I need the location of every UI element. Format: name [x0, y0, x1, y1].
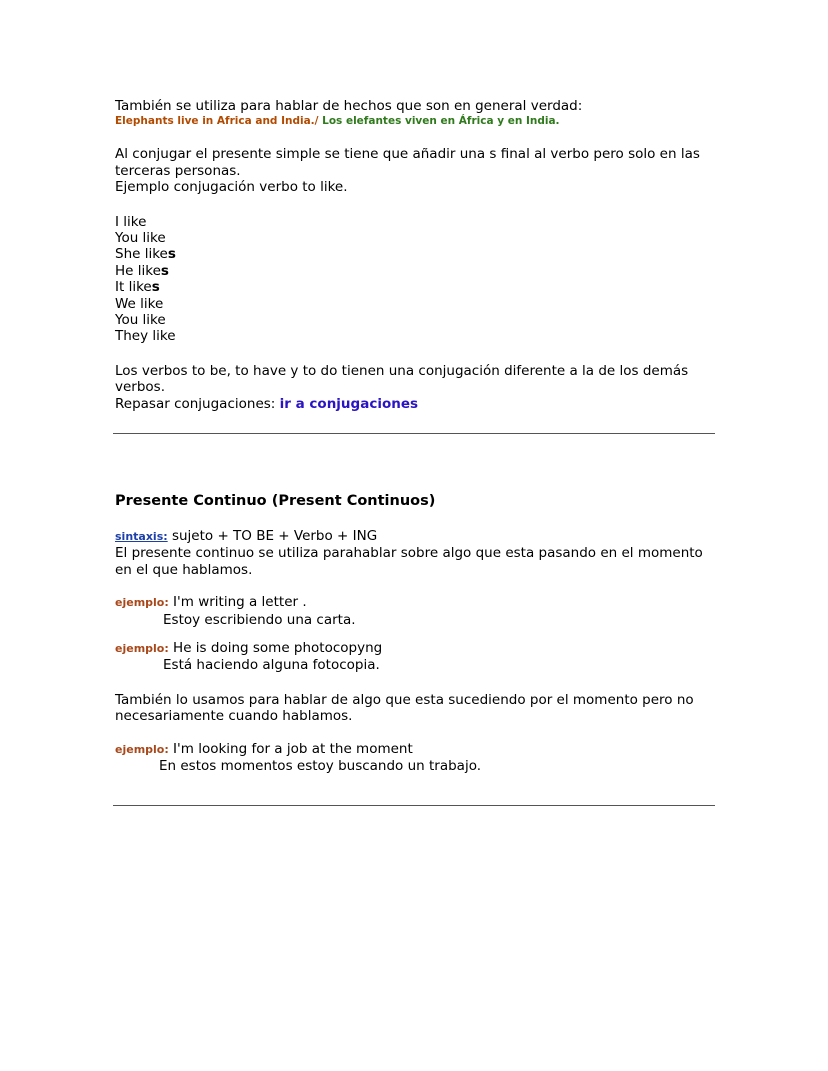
document-body	[115, 98, 715, 412]
syntax-label: sintaxis:	[115, 530, 168, 543]
review-line	[115, 396, 715, 412]
example-label: ejemplo:	[115, 742, 169, 756]
example-sentence: I'm looking for a job at the moment	[168, 740, 413, 757]
conj-line: You like	[115, 312, 166, 329]
desc-line1: El presente continuo se utiliza parahablar sobre algo que esta pasando en el momento	[115, 545, 703, 562]
example-line	[115, 114, 715, 128]
conj-suffix: s	[160, 262, 169, 279]
example-block	[115, 741, 715, 775]
conj-line	[115, 263, 715, 279]
syntax-line	[115, 528, 715, 545]
conj-line: We like	[115, 295, 164, 312]
horizontal-rule	[113, 805, 715, 806]
conj-suffix: s	[167, 246, 176, 263]
example-translation: Está haciendo alguna fotocopia.	[163, 657, 380, 674]
para2-line1: Los verbos to be, to have y to do tienen una conjugación diferente a la de los demás	[115, 362, 689, 379]
section-title: Presente Continuo (Present Continuos)	[115, 493, 436, 509]
present-continuous-section	[115, 493, 715, 774]
conj-base: It like	[115, 279, 152, 296]
example-spanish: Los elefantes viven en África y en India.	[318, 115, 560, 128]
conjugation-list	[115, 214, 715, 345]
review-label: Repasar conjugaciones:	[115, 395, 280, 412]
para2-line2: verbos.	[115, 379, 165, 396]
intro-text: También se utiliza para hablar de hechos que son en general verdad:	[115, 98, 583, 114]
conj-line: They like	[115, 328, 176, 345]
example-sentence: He is doing some photocopyng	[168, 640, 383, 657]
example-label: ejemplo:	[115, 596, 169, 610]
conj-line: You like	[115, 230, 166, 247]
para1-line3: Ejemplo conjugación verbo to like.	[115, 179, 348, 196]
conj-line	[115, 279, 715, 295]
continuous-description	[115, 545, 715, 578]
syntax-text: sujeto + TO BE + Verbo + ING	[167, 528, 378, 544]
conj-base: He like	[115, 262, 161, 279]
desc2-line2: necesariamente cuando hablamos.	[115, 708, 353, 725]
example-english: Elephants live in Africa and India./	[115, 115, 319, 128]
horizontal-rule	[113, 433, 715, 434]
conj-line	[115, 246, 715, 262]
example-block	[115, 594, 715, 628]
conjugations-link[interactable]: ir a conjugaciones	[279, 395, 419, 412]
conj-line: I like	[115, 213, 147, 230]
conj-base: She like	[115, 246, 168, 263]
example-block	[115, 640, 715, 674]
continuous-description-2	[115, 692, 715, 725]
example-label: ejemplo:	[115, 642, 169, 656]
desc-line2: en el que hablamos.	[115, 561, 253, 578]
para1-line2: terceras personas.	[115, 162, 241, 179]
conj-suffix: s	[151, 279, 160, 296]
desc2-line1: También lo usamos para hablar de algo que esta sucediendo por el momento pero no	[115, 691, 694, 708]
para1-line1: Al conjugar el presente simple se tiene que añadir una s final al verbo pero solo en las	[115, 146, 700, 163]
verbs-paragraph	[115, 363, 715, 412]
conjugation-paragraph	[115, 146, 715, 195]
example-translation: En estos momentos estoy buscando un trabajo.	[159, 758, 482, 775]
example-translation: Estoy escribiendo una carta.	[163, 611, 356, 628]
example-sentence: I'm writing a letter .	[168, 594, 307, 611]
